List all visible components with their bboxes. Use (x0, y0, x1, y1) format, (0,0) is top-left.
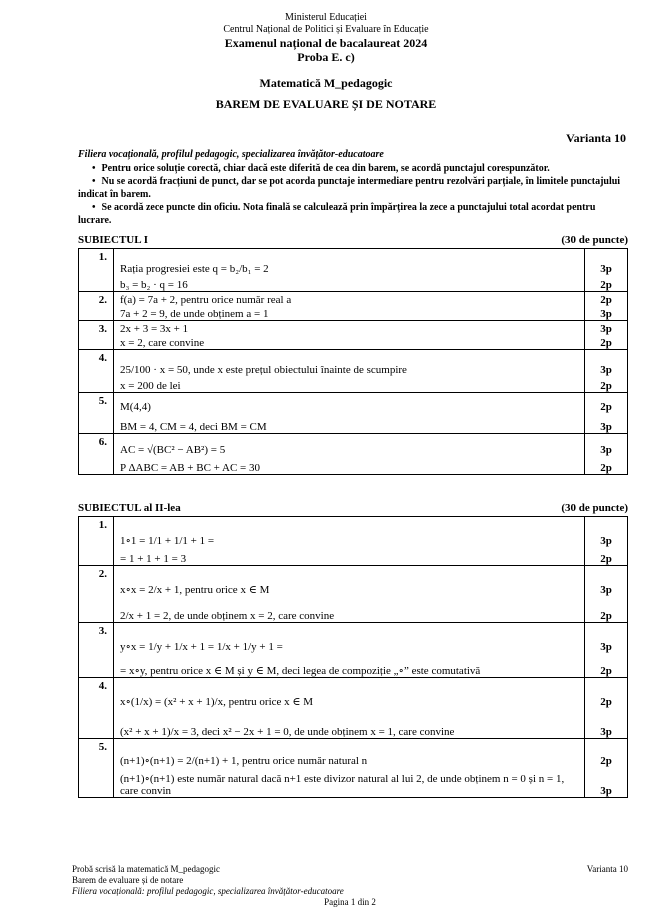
solution-line: x = 2, care convine (120, 337, 205, 349)
item-row (79, 566, 628, 623)
solution-line: Rația progresiei este q = b₂/b₁ = 2 (120, 263, 269, 275)
item-solution (114, 292, 585, 321)
solution-line: x∘(1/x) = (x² + x + 1)/x, pentru orice x ∈ M (120, 696, 314, 708)
item-solution (114, 393, 585, 434)
item-solution (114, 623, 585, 678)
page-footer (72, 864, 628, 908)
item-row (79, 321, 628, 350)
points-value: 3p (600, 535, 612, 547)
points-value: 2p (600, 610, 612, 622)
points-value: 3p (600, 364, 612, 376)
item-solution (114, 739, 585, 798)
item-solution (114, 678, 585, 739)
solution-line: P ΔABC = AB + BC + AC = 30 (120, 462, 260, 474)
points-value: 2p (600, 279, 612, 291)
section1-table (78, 248, 628, 475)
solution-line: BM = 4, CM = 4, deci BM = CM (120, 421, 267, 433)
points-value: 3p (600, 308, 612, 320)
rule-item: • Pentru orice soluție corectă, chiar dacă este diferită de cea din barem, se acordă punctajul corespunzător. (78, 162, 628, 175)
points-value: 3p (600, 323, 612, 335)
item-row (79, 393, 628, 434)
points-value: 2p (600, 755, 612, 767)
item-points (585, 249, 628, 292)
item-row (79, 739, 628, 798)
item-points (585, 292, 628, 321)
footer-variant: Varianta 10 (586, 864, 628, 874)
solution-line: f(a) = 7a + 2, pentru orice număr real a (120, 294, 292, 306)
solution-line: (n+1)∘(n+1) este număr natural dacă n+1 este divizor natural al lui 2, de unde obținem n = 0 și n = 1, care convin (120, 773, 565, 797)
item-solution (114, 249, 585, 292)
section2-heading (78, 502, 628, 514)
section2-title: SUBIECTUL al II-lea (78, 502, 181, 514)
points-value: 3p (600, 726, 612, 738)
ministry-name: Ministerul Educației (285, 12, 367, 23)
points-value: 2p (600, 553, 612, 565)
item-points (585, 321, 628, 350)
item-number: 2. (79, 292, 114, 321)
points-value: 2p (600, 337, 612, 349)
filiera-label: Filiera vocațională, profilul pedagogic, specializarea învățător-educatoare (78, 149, 384, 160)
solution-line: 25/100 · x = 50, unde x este prețul obiectului înainte de scumpire (120, 364, 407, 376)
item-row (79, 623, 628, 678)
item-row (79, 249, 628, 292)
item-number: 6. (79, 434, 114, 475)
solution-line: (x² + x + 1)/x = 3, deci x² − 2x + 1 = 0, de unde obținem x = 1, care convine (120, 726, 455, 738)
points-value: 3p (600, 584, 612, 596)
item-row (79, 350, 628, 393)
section2-table (78, 516, 628, 798)
item-solution (114, 566, 585, 623)
proba-label: Proba E. c) (297, 49, 355, 64)
document-header (0, 12, 652, 112)
item-points (585, 517, 628, 566)
points-value: 3p (600, 641, 612, 653)
item-points (585, 623, 628, 678)
points-value: 2p (600, 696, 612, 708)
center-name: Centrul Național de Politici și Evaluare în Educație (223, 23, 429, 35)
footer-line2: Barem de evaluare și de notare (72, 875, 184, 885)
section1-points: (30 de puncte) (561, 234, 628, 246)
barem-title: BAREM DE EVALUARE ȘI DE NOTARE (215, 97, 437, 112)
item-row (79, 678, 628, 739)
rule-item: • Se acordă zece puncte din oficiu. Nota finală se calculează prin împărțirea la zece a punctajului total acordat pentru lucrare. (78, 201, 628, 227)
points-value: 3p (600, 263, 612, 275)
item-number: 5. (79, 393, 114, 434)
item-row (79, 517, 628, 566)
rule-item: • Nu se acordă fracțiuni de punct, dar se pot acorda punctaje intermediare pentru rezolvări parțiale, în limitele punctajului indicat în barem. (78, 175, 628, 201)
solution-line: x = 200 de lei (120, 380, 181, 392)
item-points (585, 678, 628, 739)
points-value: 2p (600, 380, 612, 392)
item-solution (114, 350, 585, 393)
solution-line: (n+1)∘(n+1) = 2/(n+1) + 1, pentru orice număr natural n (120, 755, 368, 767)
item-points (585, 566, 628, 623)
footer-line3: Filiera vocațională: profilul pedagogic, specializarea învățător-educatoare (72, 886, 344, 896)
item-solution (114, 517, 585, 566)
item-solution (114, 321, 585, 350)
solution-line: b₃ = b₂ · q = 16 (120, 279, 188, 291)
subject-label: Matematică M_pedagogic (259, 75, 393, 90)
points-value: 3p (600, 785, 612, 797)
section2-points: (30 de puncte) (561, 502, 628, 514)
solution-line: 2x + 3 = 3x + 1 (120, 323, 189, 335)
solution-line: = x∘y, pentru orice x ∈ M și y ∈ M, deci legea de compoziție „∘” este comutativă (120, 665, 481, 677)
item-number: 3. (79, 321, 114, 350)
solution-line: 7a + 2 = 9, de unde obținem a = 1 (120, 308, 269, 320)
item-number: 3. (79, 623, 114, 678)
solution-line: y∘x = 1/y + 1/x + 1 = 1/x + 1/y + 1 = (120, 641, 283, 653)
item-number: 1. (79, 517, 114, 566)
solution-line: = 1 + 1 + 1 = 3 (120, 553, 187, 565)
item-number: 1. (79, 249, 114, 292)
variant-label: Varianta 10 (566, 131, 626, 145)
item-points (585, 393, 628, 434)
page-number: Pagina 1 din 2 (324, 897, 376, 907)
item-points (585, 350, 628, 393)
item-points (585, 739, 628, 798)
item-solution (114, 434, 585, 475)
item-number: 4. (79, 350, 114, 393)
section1-heading (78, 234, 628, 246)
exam-title: Examenul național de bacalaureat 2024 (224, 36, 428, 50)
points-value: 3p (600, 421, 612, 433)
item-row (79, 292, 628, 321)
points-value: 2p (600, 294, 612, 306)
item-row (79, 434, 628, 475)
item-number: 5. (79, 739, 114, 798)
points-value: 2p (600, 401, 612, 413)
solution-line: 2/x + 1 = 2, de unde obținem x = 2, care convine (120, 610, 335, 622)
solution-line: M(4,4) (120, 401, 151, 413)
footer-line1: Probă scrisă la matematică M_pedagogic (72, 864, 220, 874)
solution-line: x∘x = 2/x + 1, pentru orice x ∈ M (120, 584, 270, 596)
grading-rules (78, 162, 628, 227)
points-value: 2p (600, 665, 612, 677)
item-points (585, 434, 628, 475)
item-number: 2. (79, 566, 114, 623)
item-number: 4. (79, 678, 114, 739)
points-value: 2p (600, 462, 612, 474)
points-value: 3p (600, 444, 612, 456)
solution-line: AC = √(BC² − AB²) = 5 (120, 444, 226, 456)
section1-title: SUBIECTUL I (78, 234, 149, 246)
solution-line: 1∘1 = 1/1 + 1/1 + 1 = (120, 535, 215, 547)
